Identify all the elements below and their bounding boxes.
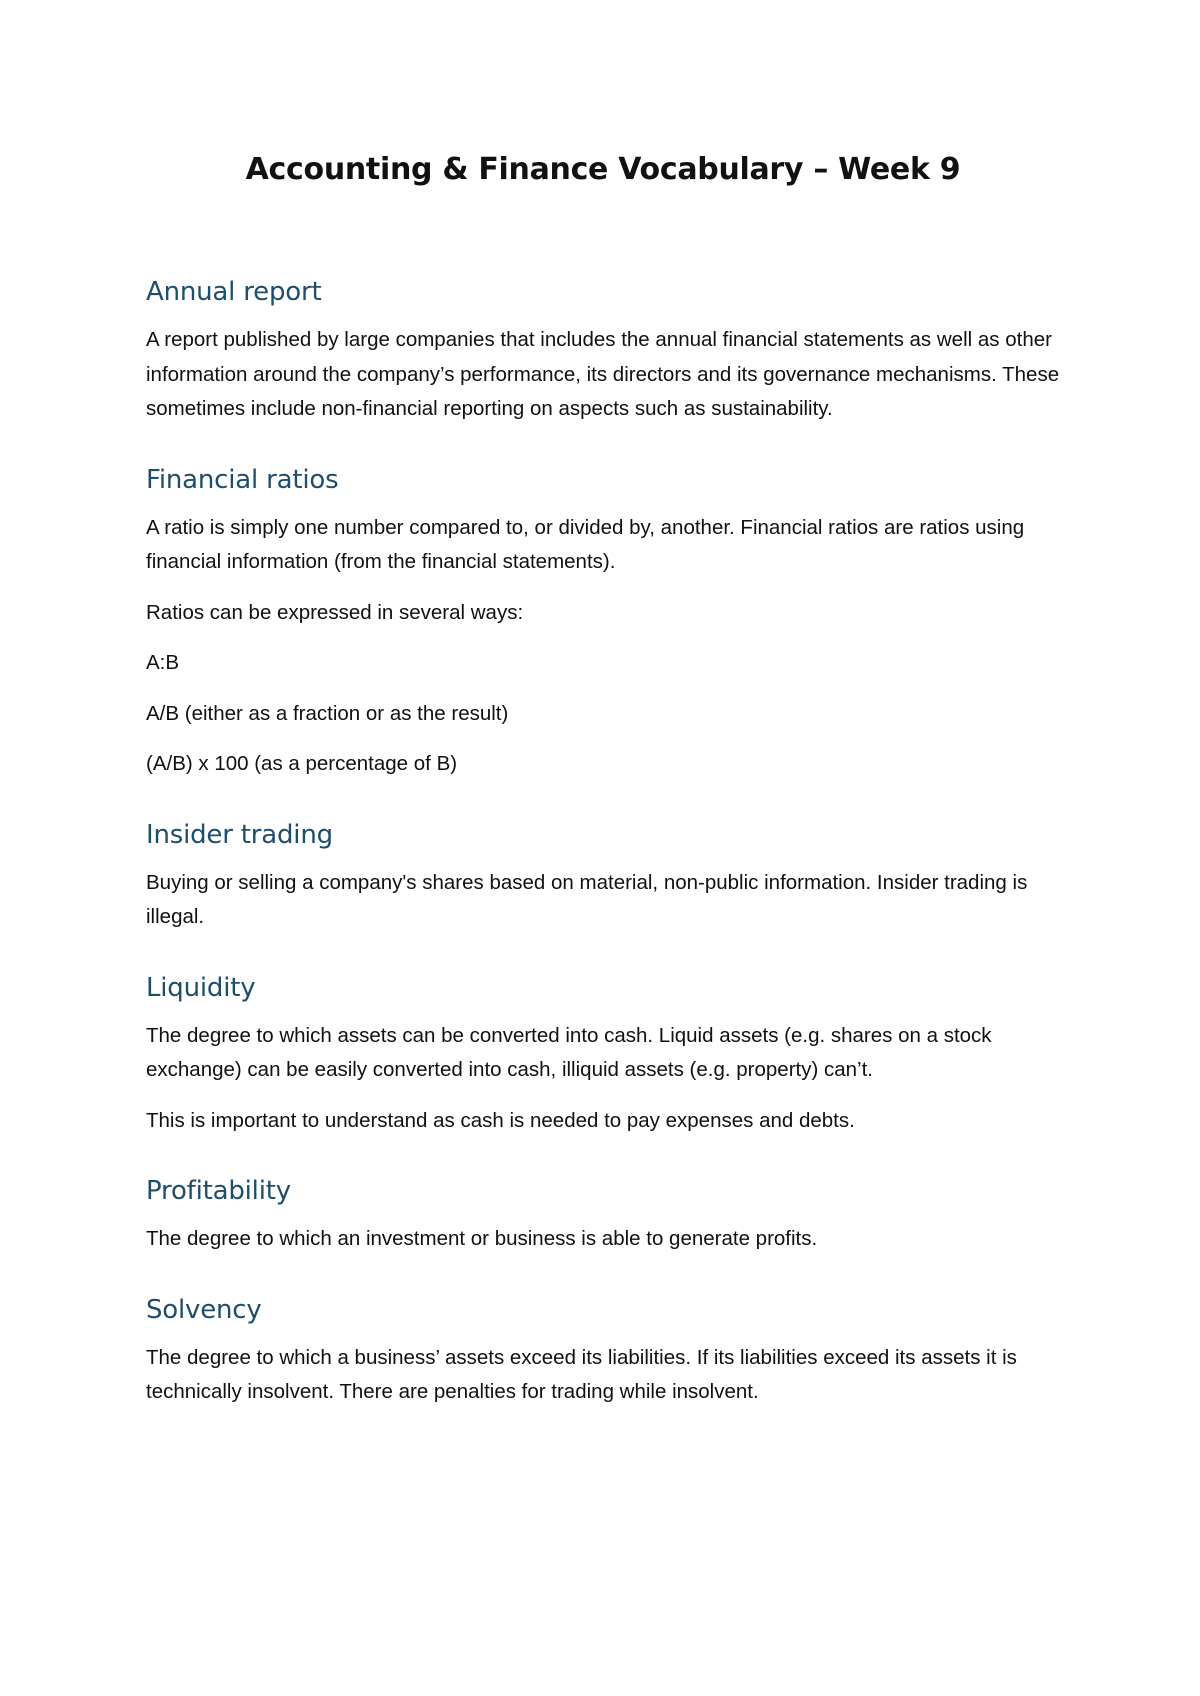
term-paragraph: Ratios can be expressed in several ways: [146,600,524,624]
term-heading: Financial ratios [146,464,339,495]
term-financial-ratios [146,463,1060,782]
term-definition: A report published by large companies that includes the annual financial statements as well as other information around the company’s performance, its directors and its governance mechanisms. These sometimes include non-financial reporting on aspects such as sustainability. [146,328,1060,420]
term-heading: Insider trading [146,819,333,850]
term-definition: A ratio is simply one number compared to, or divided by, another. Financial ratios are ratios using financial information (from the financial statements). [146,515,1025,573]
term-profitability [146,1174,1060,1257]
term-paragraph: This is important to understand as cash is needed to pay expenses and debts. [146,1108,855,1132]
term-definition: The degree to which an investment or business is able to generate profits. [146,1227,818,1250]
ratio-format: (A/B) x 100 (as a percentage of B) [146,752,458,775]
term-insider-trading [146,818,1060,935]
term-definition: Buying or selling a company's shares based on material, non-public information. Insider trading is illegal. [146,870,1028,928]
term-heading: Profitability [146,1176,291,1206]
term-definition: The degree to which a business’ assets exceed its liabilities. If its liabilities exceed its assets it is technically insolvent. There are penalties for trading while insolvent. [146,1345,1017,1403]
document-title: Accounting & Finance Vocabulary – Week 9 [245,152,961,187]
ratio-format: A:B [146,651,180,674]
vocabulary-list [146,275,1060,1410]
term-heading: Liquidity [146,972,256,1003]
term-definition: The degree to which assets can be converted into cash. Liquid assets (e.g. shares on a stock exchange) can be easily converted into cash, illiquid assets (e.g. property) can’t. [146,1023,992,1081]
term-heading: Annual report [146,277,322,307]
term-annual-report [146,275,1060,427]
term-liquidity [146,971,1060,1139]
ratio-format: A/B (either as a fraction or as the result) [146,701,509,725]
term-solvency [146,1293,1060,1410]
term-heading: Solvency [146,1294,262,1325]
